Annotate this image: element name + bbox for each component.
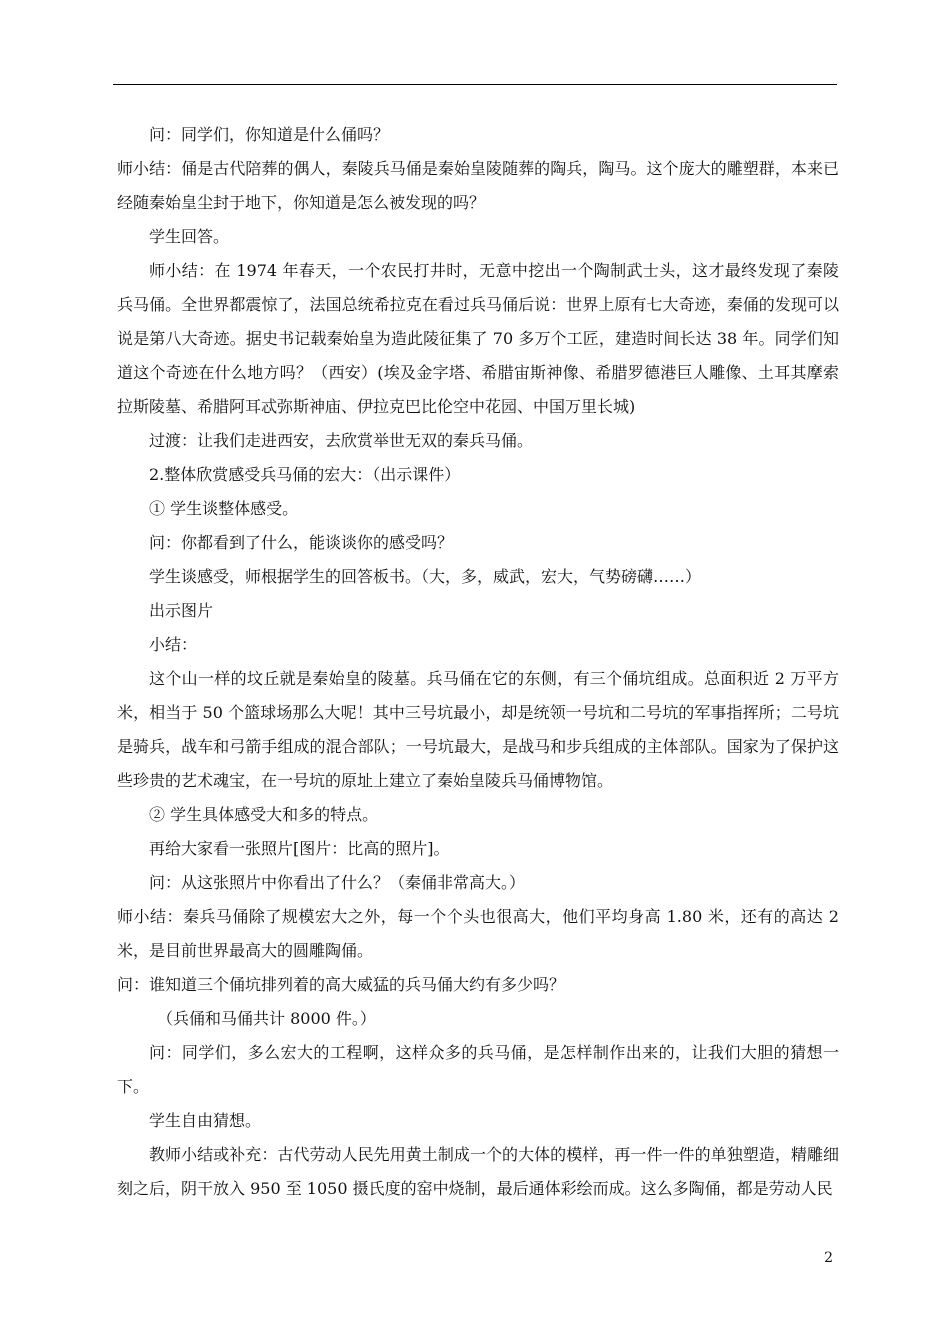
paragraph-19: 问：同学们，多么宏大的工程啊，这样众多的兵马俑，是怎样制作出来的，让我们大胆的猜想一下。: [117, 1043, 839, 1096]
paragraph-4: 师小结：在 1974 年春天，一个农民打井时，无意中挖出一个陶制武士头，这才最终发现了秦陵兵马俑。全世界都震惊了，法国总统希拉克在看过兵马俑后说：世界上原有七大奇迹，秦俑的发现可以说是第八大奇迹。据史书记载秦始皇为造此陵征集了 70 多万个工匠，建造时间长达 38 年。同学们知道这个奇迹在什么地方吗？（西安）(埃及金字塔、希腊宙斯神像、希腊罗德港巨人雕像、土耳其摩索拉斯陵墓、希腊阿耳忒弥斯神庙、伊拉克巴比伦空中花园、中国万里长城): [117, 261, 839, 416]
page-number: 2: [824, 1250, 833, 1266]
paragraph-6: 2.整体欣赏感受兵马俑的宏大：（出示课件）: [149, 465, 461, 484]
paragraph-1: 问：同学们，你知道是什么俑吗？: [149, 125, 390, 144]
paragraph-9: 学生谈感受，师根据学生的回答板书。（大，多，威武，宏大，气势磅礴……）: [149, 567, 702, 586]
document-body: [117, 118, 839, 1206]
paragraph-18: （兵俑和马俑共计 8000 件。）: [157, 1009, 376, 1028]
paragraph-14: 再给大家看一张照片[图片：比高的照片]。: [149, 839, 450, 858]
paragraph-17: 问：谁知道三个俑坑排列着的高大威猛的兵马俑大约有多少吗？: [117, 975, 566, 994]
paragraph-12: 这个山一样的坟丘就是秦始皇的陵墓。兵马俑在它的东侧，有三个俑坑组成。总面积近 2 万平方米，相当于 50 个篮球场那么大呢！其中三号坑最小，却是统领一号坑和二号坑的军事指挥所；二号坑是骑兵，战车和弓箭手组成的混合部队；一号坑最大，是战马和步兵组成的主体部队。国家为了保护这些珍贵的艺术魂宝，在一号坑的原址上建立了秦始皇陵兵马俑博物馆。: [117, 669, 839, 790]
paragraph-8: 问：你都看到了什么，能谈谈你的感受吗？: [149, 533, 454, 552]
paragraph-15: 问：从这张照片中你看出了什么？（秦俑非常高大。）: [149, 873, 526, 892]
paragraph-20: 学生自由猜想。: [149, 1111, 262, 1130]
paragraph-11: 小结：: [149, 635, 198, 654]
paragraph-16: 师小结：秦兵马俑除了规模宏大之外，每一个个头也很高大，他们平均身高 1.80 米，还有的高达 2 米，是目前世界最高大的圆雕陶俑。: [117, 907, 839, 960]
paragraph-13: ② 学生具体感受大和多的特点。: [149, 805, 379, 824]
paragraph-10: 出示图片: [149, 601, 214, 620]
paragraph-2: 师小结：俑是古代陪葬的偶人，秦陵兵马俑是秦始皇陵随葬的陶兵，陶马。这个庞大的雕塑群，本来已经随秦始皇尘封于地下，你知道是怎么被发现的吗？: [117, 159, 839, 212]
paragraph-7: ① 学生谈整体感受。: [149, 499, 299, 518]
paragraph-5: 过渡：让我们走进西安，去欣赏举世无双的秦兵马俑。: [149, 431, 534, 450]
paragraph-21: 教师小结或补充：古代劳动人民先用黄土制成一个的大体的模样，再一件一件的单独塑造，精雕细刻之后，阴干放入 950 至 1050 摄氏度的窑中烧制，最后通体彩绘而成。这么多陶俑，都是劳动人民: [117, 1145, 839, 1198]
paragraph-3: 学生回答。: [149, 227, 230, 246]
header-rule: [113, 84, 837, 85]
